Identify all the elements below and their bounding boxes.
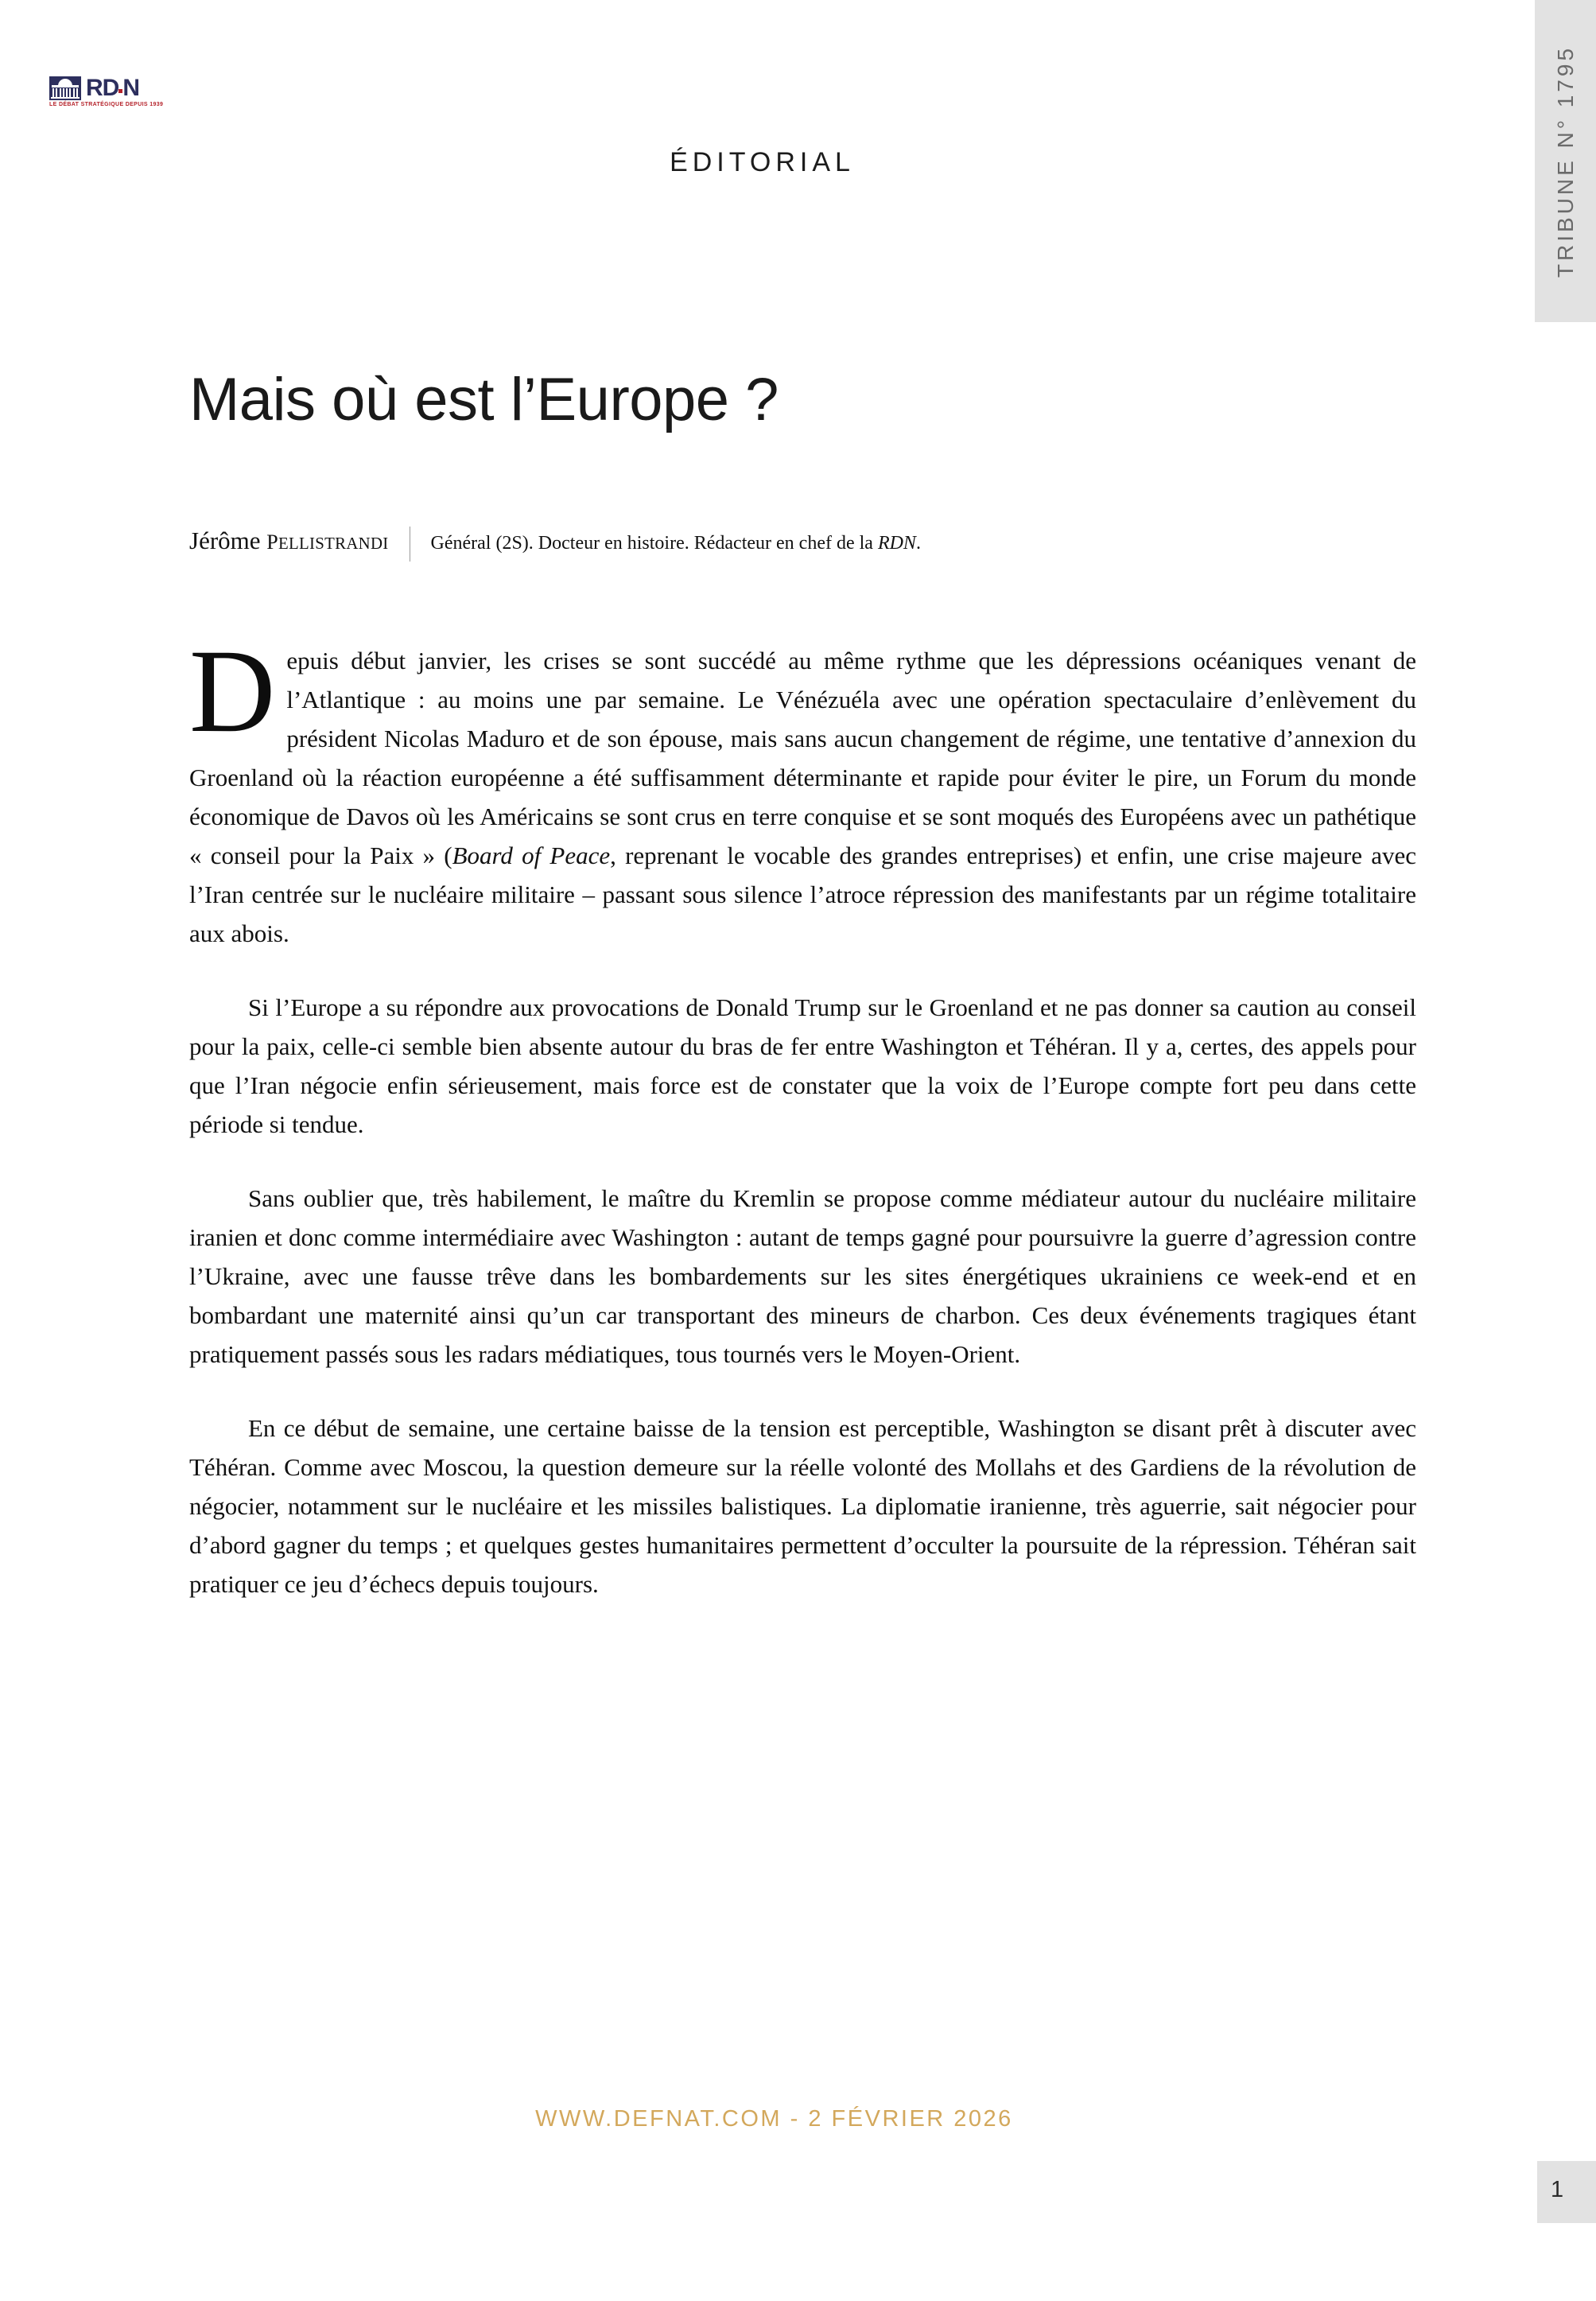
paragraph-1-tail: , reprenant le vocable des grandes entreprises) et enfin, une crise majeure avec l’Iran centrée sur le nucléaire militaire – passant sous silence l’atroce répression des manifestants par un régime totalitaire aux abois.: [189, 841, 1416, 947]
logo-roof: [52, 85, 79, 87]
section-kicker: ÉDITORIAL: [670, 147, 855, 177]
page-title: Mais où est l’Europe ?: [189, 366, 779, 433]
paragraph-3: Sans oublier que, très habilement, le maître du Kremlin se propose comme médiateur autour du nucléaire militaire iranien et donc comme intermédiaire avec Washington : autant de temps gagné pour poursuivre la guerre d’agression contre l’Ukraine, avec une fausse trêve dans les bombardements sur les sites énergétiques ukrainiens ce week-end et en bombardant une maternité ainsi qu’un car transportant des mineurs de charbon. Ces deux événements tragiques étant pratiquement passés sous les radars médiatiques, tous tournés vers le Moyen-Orient.: [189, 1184, 1416, 1368]
author-name: [189, 527, 389, 558]
logo-columns: [52, 88, 78, 97]
author-role: [431, 530, 921, 557]
paragraph-1: [189, 625, 1416, 953]
logo-red-dot: [118, 89, 122, 93]
rdn-logo[interactable]: [49, 74, 169, 112]
author-role-period: .: [915, 533, 921, 554]
article-body: [189, 366, 1416, 1638]
classical-building-icon: [49, 76, 81, 100]
logo-wordmark: RD N: [86, 75, 140, 101]
page-number: 1: [1551, 2177, 1564, 2202]
logo-base: [51, 97, 80, 99]
paragraph-2: Si l’Europe a su répondre aux provocations de Donald Trump sur le Groenland et ne pas donner sa caution au conseil pour la paix, celle-ci semble bien absente autour du bras de fer entre Washington et Téhéran. Il y a, certes, des appels pour que l’Iran négocie enfin sérieusement, mais force est de constater que la voix de l’Europe compte fort peu dans cette période si tendue.: [189, 993, 1416, 1138]
paragraph-1-lead: Depuis début janvier, les crises se sont succédé au même rythme que les dépressions océaniques venant de l’Atlantique : au moins une par semaine. Le Vénézuéla avec une opération spectaculaire d’enlèvement du président Nicolas Maduro et de son épouse, mais sans aucun changement de régime, une tentative d’annexion du Groenland où la réaction européenne a été suffisamment déterminante et rapide pour éviter le pire, un Forum du monde économique de Davos où les Américains se sont crus en terre conquise et se sont moqués des Européens avec un pathétique « conseil pour la Paix » (: [189, 625, 1416, 869]
author-last-name: PELLISTRANDI: [266, 531, 389, 554]
author-first-name: Jérôme: [189, 527, 267, 554]
author-role-publication: RDN: [877, 533, 916, 554]
paragraph-stack: [189, 625, 1416, 1603]
page-number-box: [1537, 2161, 1596, 2223]
author-role-text: Général (2S). Docteur en histoire. Rédacteur en chef de la: [430, 533, 878, 554]
paragraph-4: En ce début de semaine, une certaine baisse de la tension est perceptible, Washington se disant prêt à discuter avec Téhéran. Comme avec Moscou, la question demeure sur la réelle volonté des Mollahs et des Gardiens de la révolution de négocier, notamment sur le nucléaire et les missiles balistiques. La diplomatie iranienne, très aguerrie, sait négocier pour d’abord gagner du temps ; et quelques gestes humanitaires permettent d’occulter la poursuite de la répression. Téhéran sait pratiquer ce jeu d’échecs depuis toujours.: [189, 1414, 1416, 1598]
footer-url[interactable]: WWW.DEFNAT.COM - 2 FÉVRIER 2026: [535, 2106, 1013, 2132]
logo-tagline: LE DÉBAT STRATÉGIQUE DEPUIS 1939: [49, 102, 164, 107]
paragraph-1-italic-term: Board of Peace: [452, 841, 611, 869]
logo-row: [49, 74, 169, 100]
tribune-number-label: TRIBUNE N° 1795: [1552, 45, 1578, 278]
byline: [189, 527, 1416, 562]
